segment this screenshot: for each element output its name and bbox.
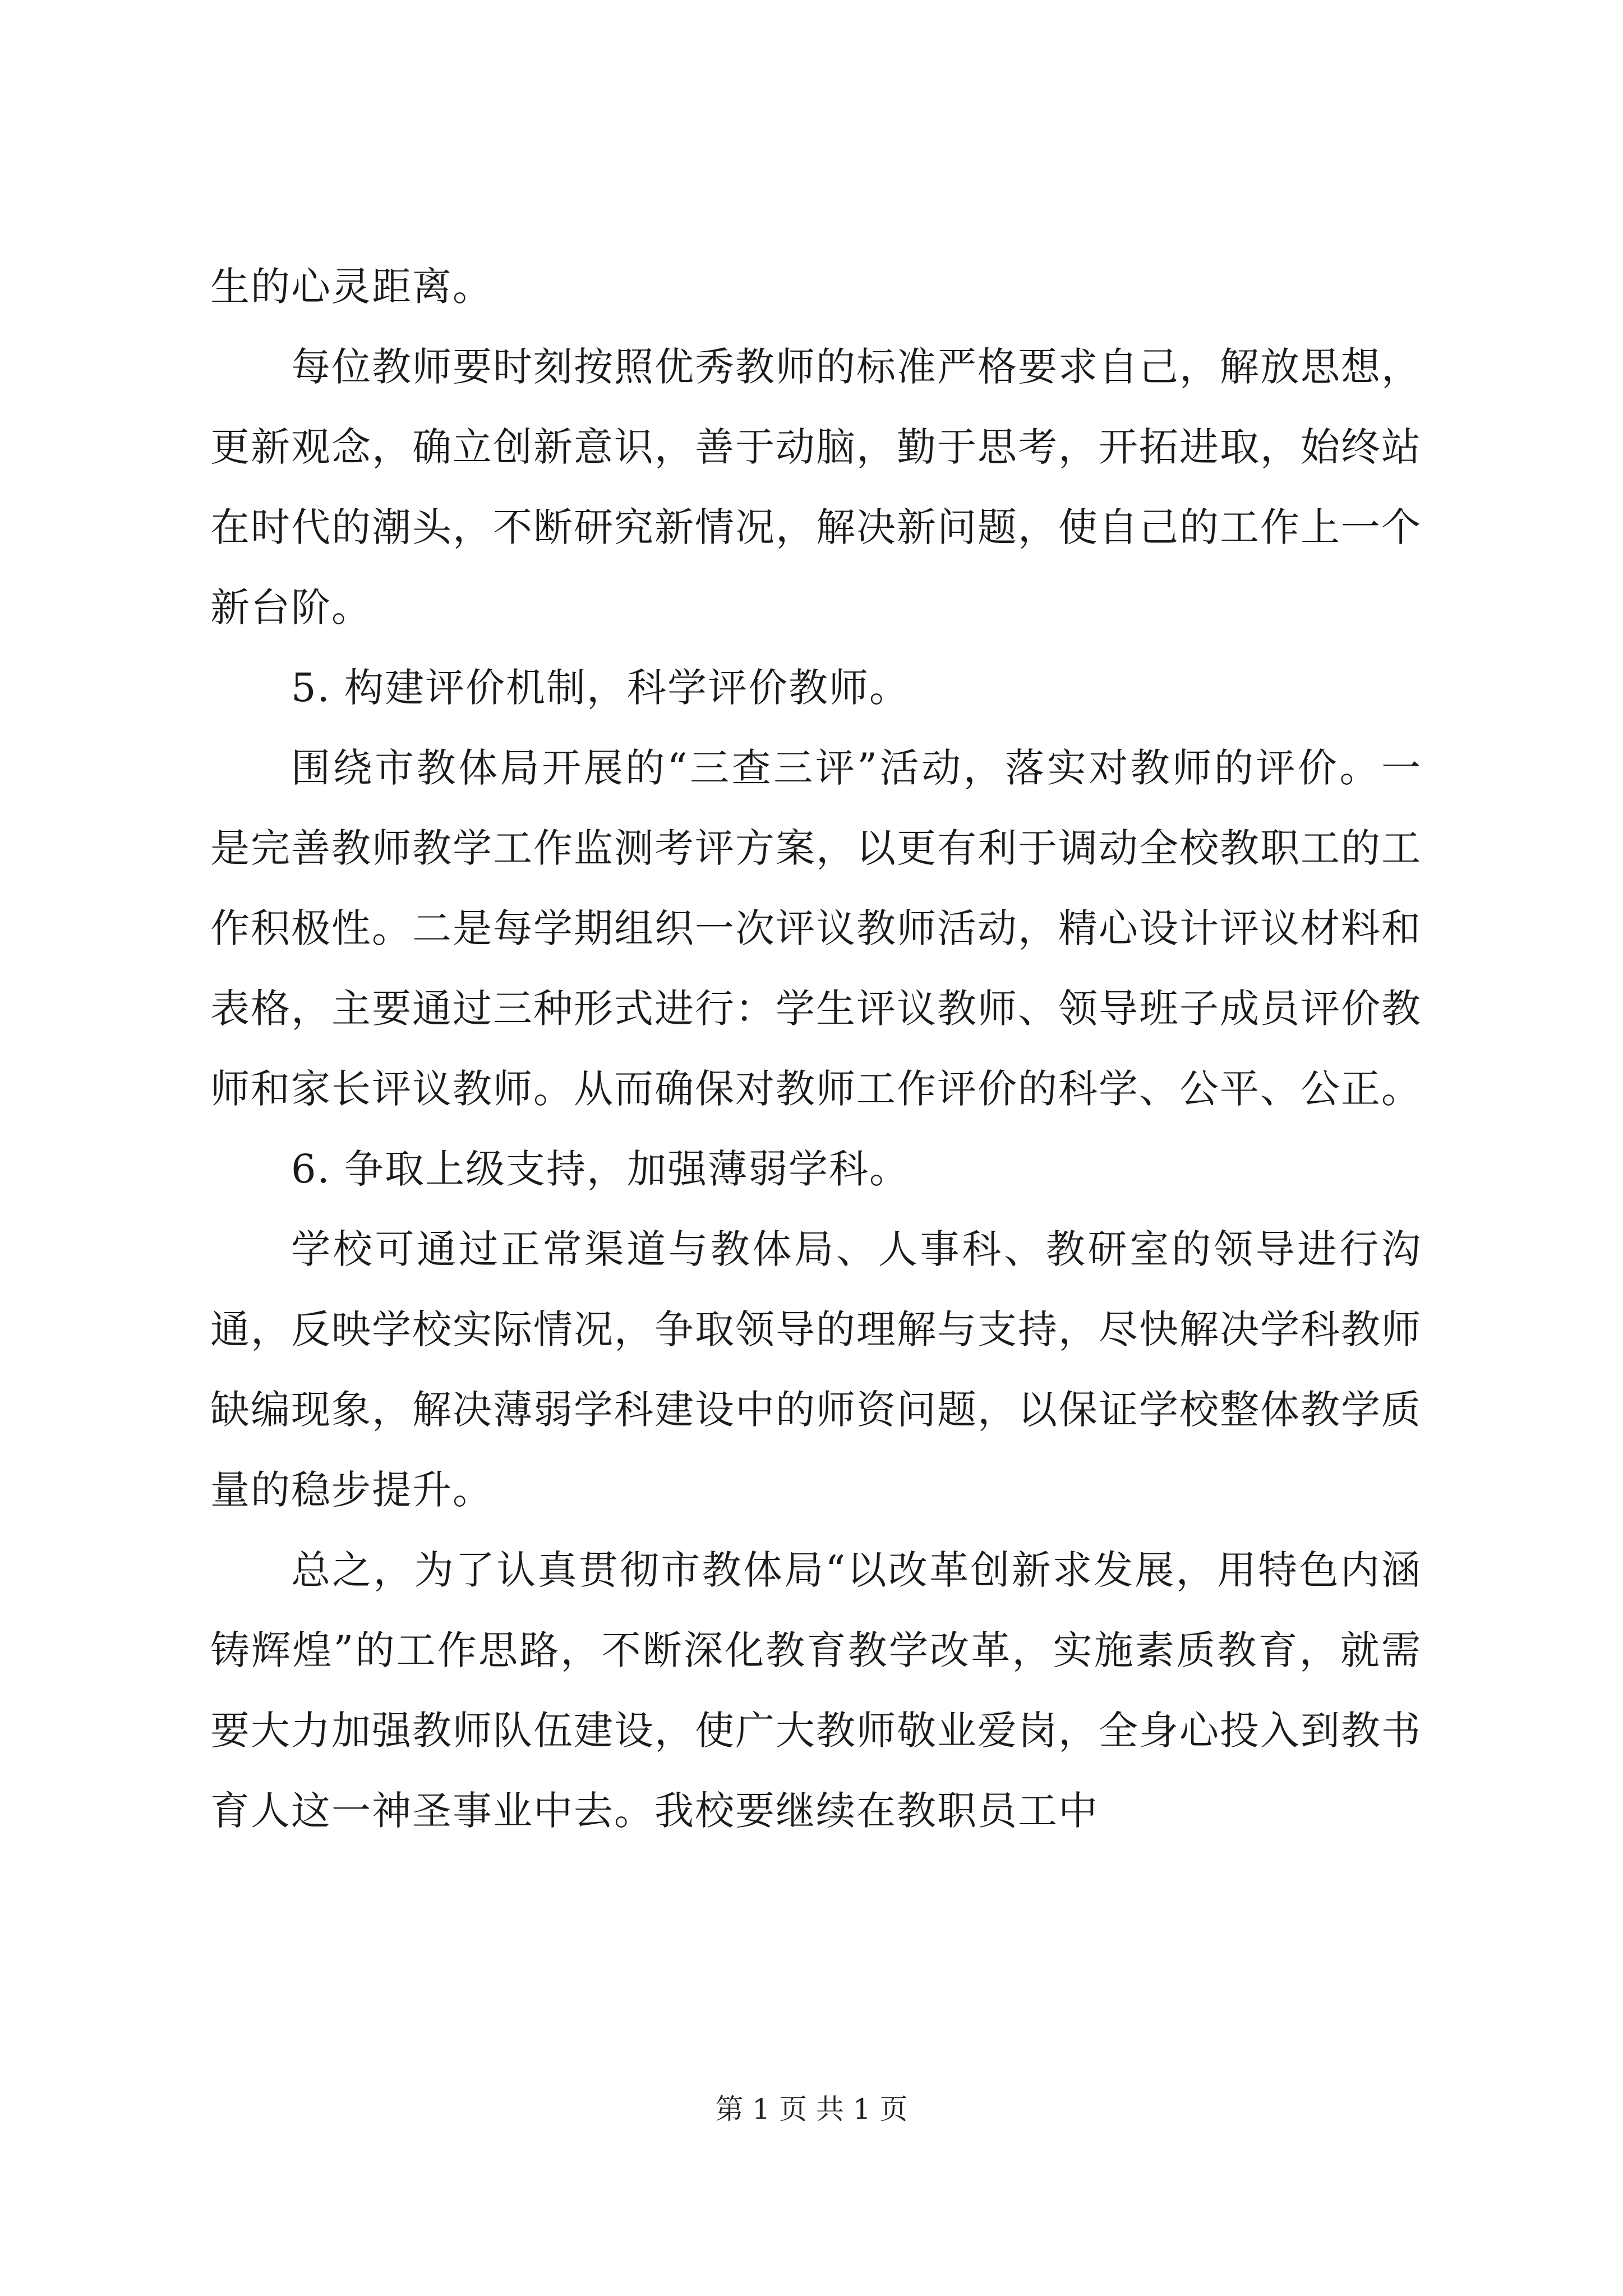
paragraph-continuation: 生的心灵距离。 <box>210 264 493 310</box>
section-heading-evaluation: 5. 构建评价机制，科学评价教师。 <box>291 665 910 711</box>
section-heading-support: 6. 争取上级支持，加强薄弱学科。 <box>291 1146 910 1192</box>
paragraph-teacher-standards: 每位教师要时刻按照优秀教师的标准严格要求自己，解放思想，更新观念，确立创新意识，善于动脑，勤于思考，开拓进取，始终站在时代的潮头，不断研究新情况，解决新问题，使自己的工作上一个新台阶。 <box>210 344 1422 631</box>
paragraph-summary: 总之，为了认真贯彻市教体局“以改革创新求发展，用特色内涵铸辉煌”的工作思路，不断深化教育教学改革，实施素质教育，就需要大力加强教师队伍建设，使广大教师敬业爱岗，全身心投入到教书育人这一神圣事业中去。我校要继续在教职员工中 <box>210 1547 1422 1834</box>
page-footer <box>0 2090 1623 2129</box>
page-number-indicator: 第 1 页 共 1 页 <box>715 2093 908 2125</box>
paragraph-evaluation: 围绕市教体局开展的“三查三评”活动，落实对教师的评价。一是完善教师教学工作监测考评方案，以更有利于调动全校教职工的工作积极性。二是每学期组织一次评议教师活动，精心设计评议材料和表格，主要通过三种形式进行：学生评议教师、领导班子成员评价教师和家长评议教师。从而确保对教师工作评价的科学、公平、公正。 <box>210 745 1422 1112</box>
paragraph-support: 学校可通过正常渠道与教体局、人事科、教研室的领导进行沟通，反映学校实际情况，争取领导的理解与支持，尽快解决学科教师缺编现象，解决薄弱学科建设中的师资问题，以保证学校整体教学质量的稳步提升。 <box>210 1226 1422 1513</box>
document-body <box>210 247 1422 1851</box>
